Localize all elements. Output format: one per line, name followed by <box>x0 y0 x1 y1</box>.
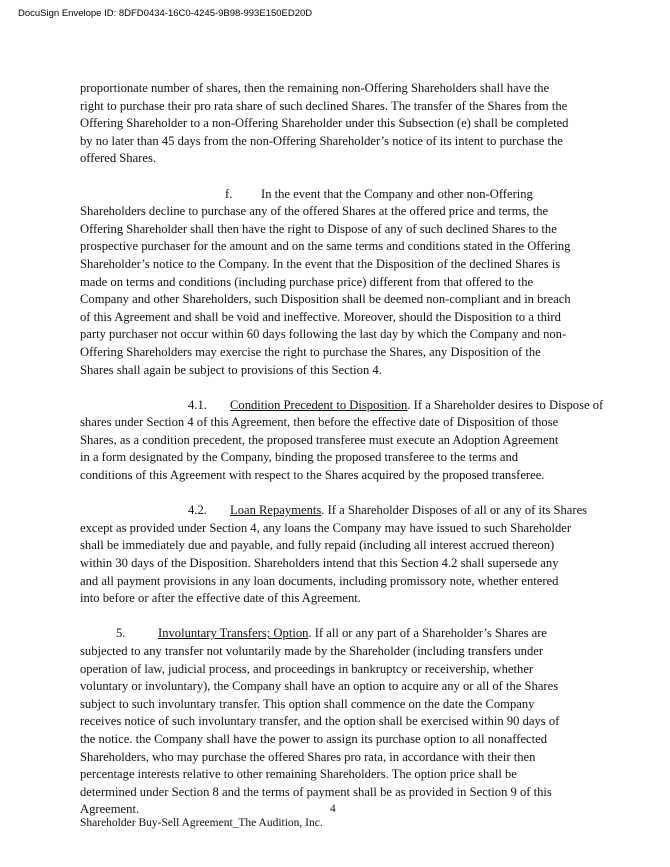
section-heading: Condition Precedent to Disposition <box>230 397 408 412</box>
section-heading: Loan Repayments <box>230 503 322 518</box>
document-footer: Shareholder Buy-Sell Agreement_The Audition, Inc. <box>80 817 323 829</box>
text-line: determined under Section 8 and the terms of payment shall be as provided in Section 9 of this <box>80 784 552 799</box>
text-line: Offering Shareholder to a non-Offering Shareholder under this Subsection (e) shall be completed <box>80 116 569 131</box>
text-line: . If a Shareholder Disposes of all or any of its Shares <box>321 503 588 518</box>
text-line: made on terms and conditions (including purchase price) different from that offered to the <box>80 274 534 289</box>
text-line: . If a Shareholder desires to Dispose of <box>407 397 604 412</box>
subsection-number: f. <box>225 186 233 201</box>
text-line: within 30 days of the Disposition. Shareholders intend that this Section 4.2 shall supersede any <box>80 556 559 571</box>
paragraph-continuation <box>80 80 620 168</box>
text-line: subject to such involuntary transfer. This option shall commence on the date the Company <box>80 696 535 711</box>
text-line: party purchaser not occur within 60 days following the last day by which the Company and non- <box>80 327 567 342</box>
section-number: 4.2. <box>188 503 207 518</box>
paragraph-section-4-1 <box>80 397 620 485</box>
text-line: except as provided under Section 4, any loans the Company may have issued to such Shareholder <box>80 520 572 535</box>
text-line: offered Shares. <box>80 151 156 166</box>
text-line: voluntary or involuntary), the Company shall have an option to acquire any or all of the Shares <box>80 679 559 694</box>
text-line: Shareholders decline to purchase any of the offered Shares at the offered price and terms, the <box>80 204 549 219</box>
text-line: the notice. the Company shall have the power to assign its purchase option to all nonaffected <box>80 731 548 746</box>
paragraph-section-5 <box>80 625 620 819</box>
text-line: right to purchase their pro rata share of such declined Shares. The transfer of the Shares from the <box>80 98 568 113</box>
text-line: receives notice of such involuntary transfer, and the option shall be exercised within 90 days of <box>80 714 560 729</box>
text-line: shall be immediately due and payable, and fully repaid (including all interest accrued thereon) <box>80 538 555 553</box>
text-line: proportionate number of shares, then the remaining non-Offering Shareholders shall have the <box>80 81 550 95</box>
section-number: 4.1. <box>188 397 207 412</box>
text-line: shares under Section 4 of this Agreement, then before the effective date of Disposition of those <box>80 415 559 430</box>
text-line: . If all or any part of a Shareholder’s Shares are <box>308 626 548 641</box>
text-line: operation of law, judicial process, and proceedings in bankruptcy or receivership, whether <box>80 661 534 676</box>
paragraph-section-4-2 <box>80 502 620 608</box>
text-line: Offering Shareholders may exercise the right to purchase the Shares, any Disposition of the <box>80 344 541 359</box>
document-page <box>80 80 620 837</box>
text-line: and all payment provisions in any loan documents, including promissory note, whether entered <box>80 573 559 588</box>
text-line: prospective purchaser for the amount and on the same terms and conditions stated in the Offering <box>80 239 571 254</box>
text-line: Shares, as a condition precedent, the proposed transferee must execute an Adoption Agreement <box>80 432 559 447</box>
text-line: Shareholders, who may purchase the offered Shares pro rata, in accordance with their then <box>80 749 536 764</box>
text-line: percentage interests relative to other remaining Shareholders. The option price shall be <box>80 767 517 782</box>
text-line: conditions of this Agreement with respect to the Shares acquired by the proposed transferee. <box>80 468 545 483</box>
text-line: In the event that the Company and other non-Offering <box>261 186 533 201</box>
section-heading: Involuntary Transfers; Option <box>158 626 309 641</box>
page-number: 4 <box>330 803 336 815</box>
text-line: into before or after the effective date of this Agreement. <box>80 591 361 606</box>
text-line: Shares shall again be subject to provisions of this Section 4. <box>80 362 382 377</box>
docusign-envelope-id: DocuSign Envelope ID: 8DFD0434-16C0-4245-9B98-993E150ED20D <box>18 8 313 19</box>
text-line: Offering Shareholder shall then have the right to Dispose of any of such declined Shares to the <box>80 221 557 236</box>
text-line: Shareholder’s notice to the Company. In the event that the Disposition of the declined Shares is <box>80 256 561 271</box>
text-line: subjected to any transfer not voluntarily made by the Shareholder (including transfers under <box>80 644 544 658</box>
section-number: 5. <box>116 626 126 641</box>
text-line: by no later than 45 days from the non-Offering Shareholder’s notice of its intent to purchase the <box>80 133 563 148</box>
text-line: in a form designated by the Company, binding the proposed transferee to the terms and <box>80 450 519 465</box>
text-line: Agreement. <box>80 802 140 817</box>
paragraph-subsection-f <box>80 186 620 380</box>
text-line: of this Agreement and shall be void and ineffective. Moreover, should the Disposition to a third <box>80 309 561 324</box>
text-line: Company and other Shareholders, such Disposition shall be deemed non-compliant and in breach <box>80 292 571 307</box>
